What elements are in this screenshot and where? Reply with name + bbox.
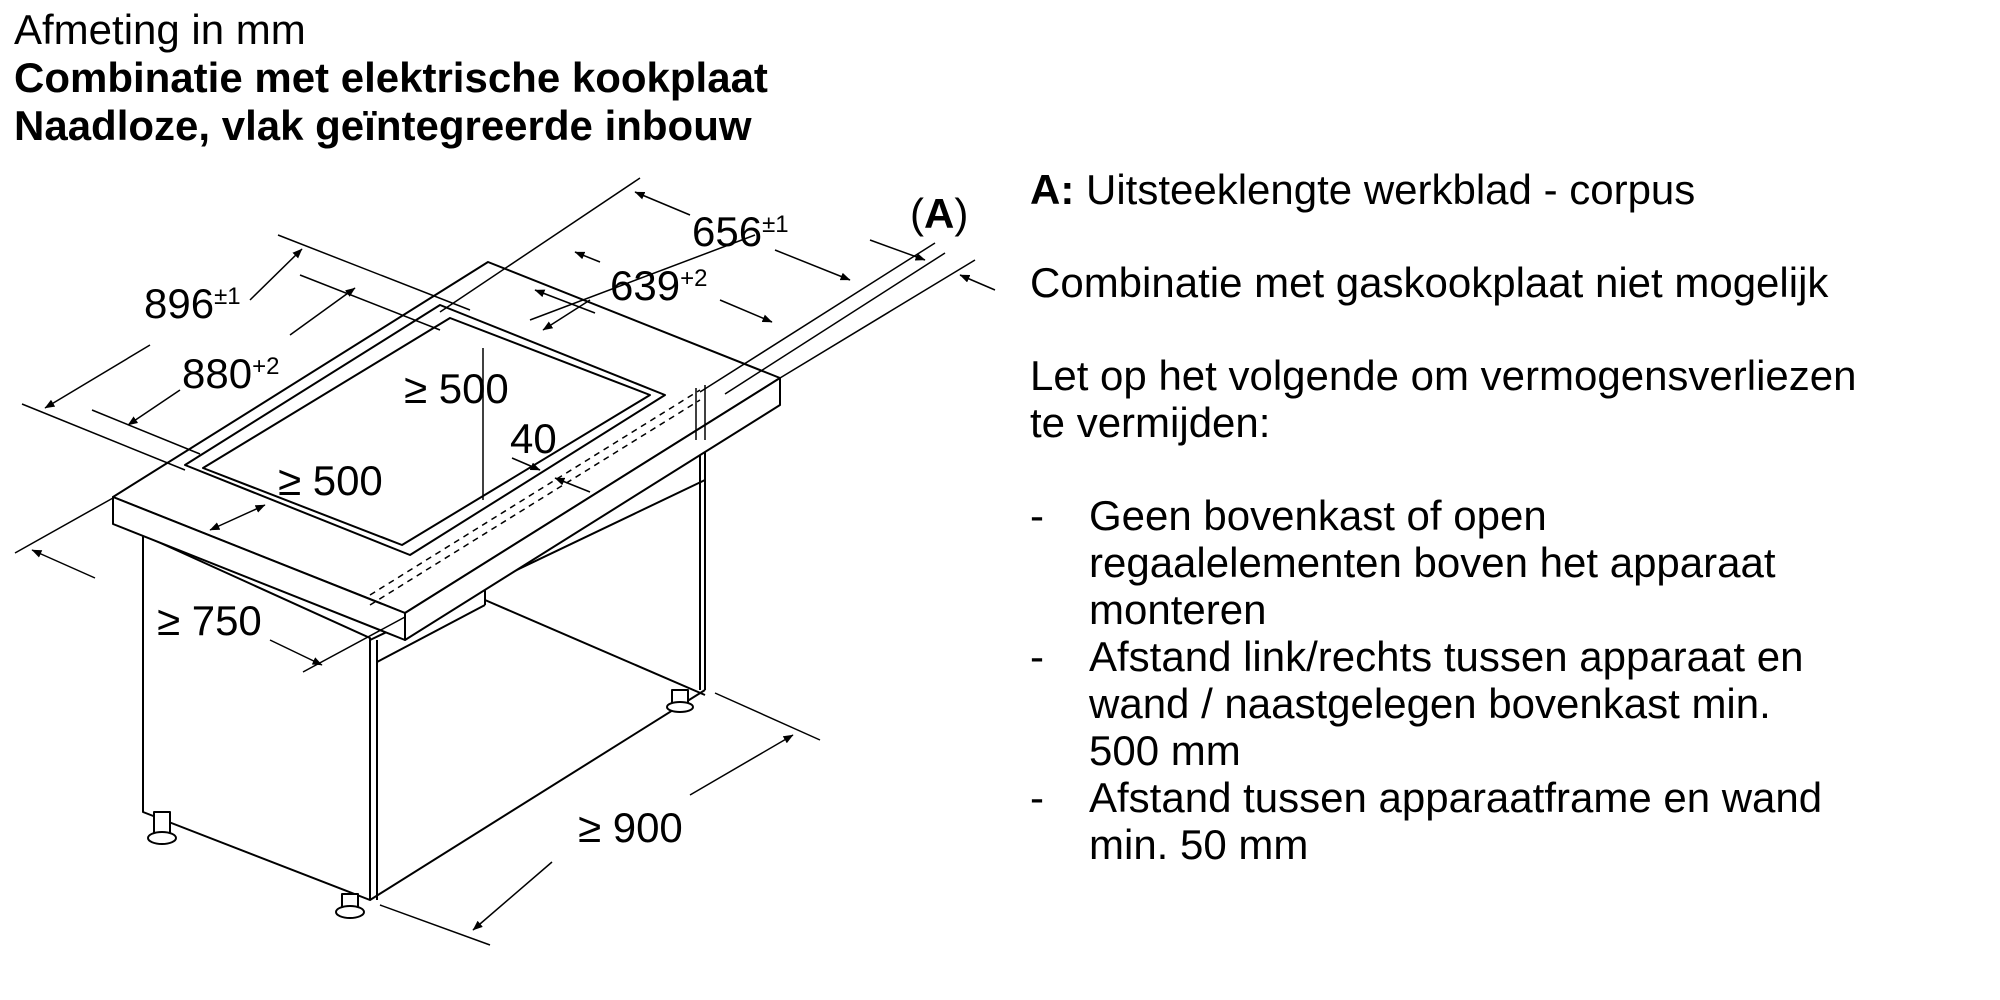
cutout-width-label: $880^{+2}$ <box>182 350 280 397</box>
bullet-dash: - <box>1030 774 1044 821</box>
unit-line: Afmeting in mm <box>14 6 306 53</box>
back-clearance-label: ≥ 500 <box>404 365 509 412</box>
installation-notes <box>1030 166 1990 868</box>
cabinet-width-label: ≥ 750 <box>157 597 262 644</box>
bullet-dash: - <box>1030 492 1044 539</box>
overall-depth-label: $656^{\pm 1}$ <box>692 208 789 255</box>
title-line-2: Naadloze, vlak geïntegreerde inbouw <box>14 102 752 149</box>
callout-a-label: (A) <box>910 190 969 237</box>
note-a-label: A: <box>1030 166 1075 213</box>
side-clearance-label: ≥ 500 <box>278 457 383 504</box>
overall-width-label: $896^{\pm 1}$ <box>144 280 241 327</box>
frame-gap-label: 40 <box>510 415 557 462</box>
note-a-text: Uitsteeklengte werkblad - corpus <box>1086 166 1696 213</box>
note-a <box>1030 166 1990 213</box>
cutout-depth-label: $639^{+2}$ <box>610 262 708 309</box>
intro-note: Let op het volgende om vermogensverliezen te vermijden: <box>1030 352 1857 446</box>
title-line-1: Combinatie met elektrische kookplaat <box>14 54 768 101</box>
bullet-dash: - <box>1030 633 1044 680</box>
gas-note: Combinatie met gaskookplaat niet mogelijk <box>1030 259 1829 306</box>
list-item: - Geen bovenkast of open regaalelementen boven het apparaat monteren <box>1030 492 1776 633</box>
list-item: - Afstand link/rechts tussen apparaat en wand / naastgelegen bovenkast min. 500 mm <box>1030 633 1804 774</box>
cabinet-height-label: ≥ 900 <box>578 804 683 851</box>
list-item: - Afstand tussen apparaatframe en wand min. 50 mm <box>1030 774 1823 868</box>
bullet-list <box>1030 492 1990 868</box>
